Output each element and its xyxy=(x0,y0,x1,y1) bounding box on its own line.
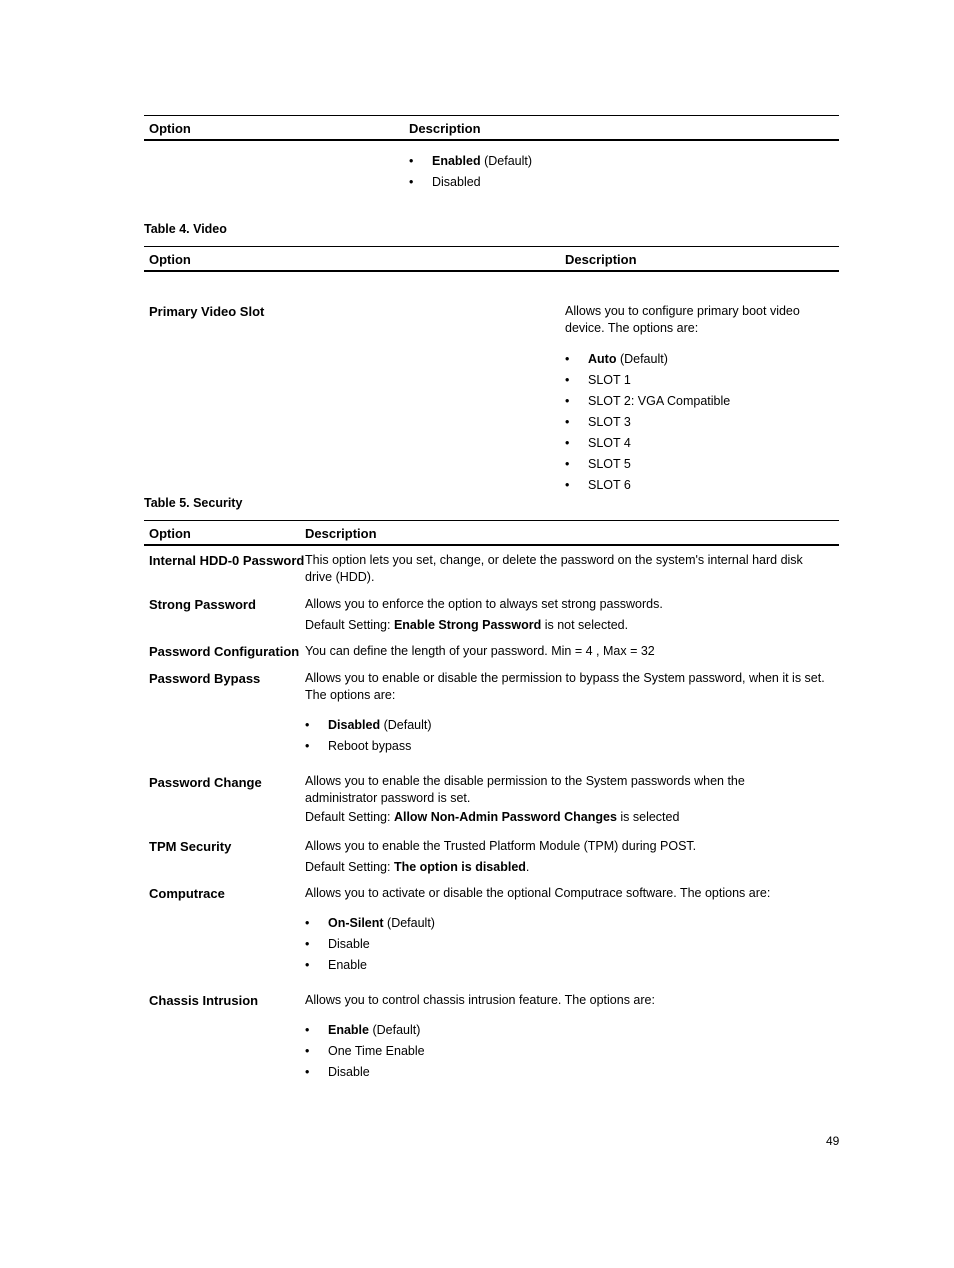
option-label: Computrace xyxy=(149,886,225,901)
list-item: • SLOT 3 xyxy=(565,414,730,435)
option-list xyxy=(305,717,432,759)
header-description: Description xyxy=(565,252,637,267)
list-item: • Auto (Default) xyxy=(565,351,730,372)
option-description: Allows you to enable or disable the permission to bypass the System password, when it is set. The options are: xyxy=(305,671,825,702)
video-table xyxy=(144,246,839,492)
option-label: Strong Password xyxy=(149,597,256,612)
option-description: Allows you to enable the Trusted Platform Module (TPM) during POST. Default Setting: The option is disabled. xyxy=(305,839,697,874)
option-list xyxy=(305,915,435,978)
header-description: Description xyxy=(305,526,377,541)
list-item: • SLOT 2: VGA Compatible xyxy=(565,393,730,414)
list-item: • Disable xyxy=(305,1064,425,1085)
option-label: Password Bypass xyxy=(149,671,261,686)
option-description: Allows you to enable the disable permission to the System passwords when the administrator password is set. Default Setting: Allow Non-Admin Password Changes is selected xyxy=(305,774,745,824)
list-item: • On-Silent (Default) xyxy=(305,915,435,936)
list-item: • Enabled (Default) xyxy=(409,153,532,174)
list-item: • Enable xyxy=(305,957,435,978)
table-caption-security: Table 5. Security xyxy=(144,496,243,510)
list-item: • One Time Enable xyxy=(305,1043,425,1064)
option-description: Allows you to control chassis intrusion feature. The options are: xyxy=(305,993,655,1007)
list-item: • Disable xyxy=(305,936,435,957)
header-option: Option xyxy=(149,526,191,541)
option-description: You can define the length of your password. Min = 4 , Max = 32 xyxy=(305,644,655,658)
option-label: Internal HDD-0 Password xyxy=(149,553,305,568)
table-caption-video: Table 4. Video xyxy=(144,222,227,236)
option-label: Primary Video Slot xyxy=(149,304,265,319)
option-label: Password Change xyxy=(149,775,262,790)
option-list xyxy=(565,351,730,498)
header-option: Option xyxy=(149,252,191,267)
header-description: Description xyxy=(409,121,481,136)
top-table xyxy=(144,115,839,189)
option-description: Allows you to enforce the option to always set strong passwords. Default Setting: Enable Strong Password is not selected. xyxy=(305,597,663,632)
list-item: • Reboot bypass xyxy=(305,738,432,759)
option-label: TPM Security xyxy=(149,839,232,854)
security-table xyxy=(144,520,839,1100)
list-item: • Disabled (Default) xyxy=(305,717,432,738)
list-item: • SLOT 6 xyxy=(565,477,730,498)
list-item: • SLOT 4 xyxy=(565,435,730,456)
table-header xyxy=(144,115,839,141)
option-description: Allows you to configure primary boot video device. The options are: xyxy=(565,304,800,335)
list-item: • SLOT 1 xyxy=(565,372,730,393)
option-list xyxy=(305,1022,425,1085)
option-description: This option lets you set, change, or delete the password on the system's internal hard disk drive (HDD). xyxy=(305,553,803,584)
option-label: Chassis Intrusion xyxy=(149,993,259,1008)
option-description: Allows you to activate or disable the optional Computrace software. The options are: xyxy=(305,886,771,900)
page-number: 49 xyxy=(826,1134,840,1148)
option-label: Password Configuration xyxy=(149,644,300,659)
list-item: • Disabled xyxy=(409,174,532,195)
table-header xyxy=(144,520,839,546)
list-item: • Enable (Default) xyxy=(305,1022,425,1043)
table-row xyxy=(144,272,839,492)
option-list xyxy=(409,153,532,195)
table-header xyxy=(144,246,839,272)
header-option: Option xyxy=(149,121,191,136)
list-item: • SLOT 5 xyxy=(565,456,730,477)
